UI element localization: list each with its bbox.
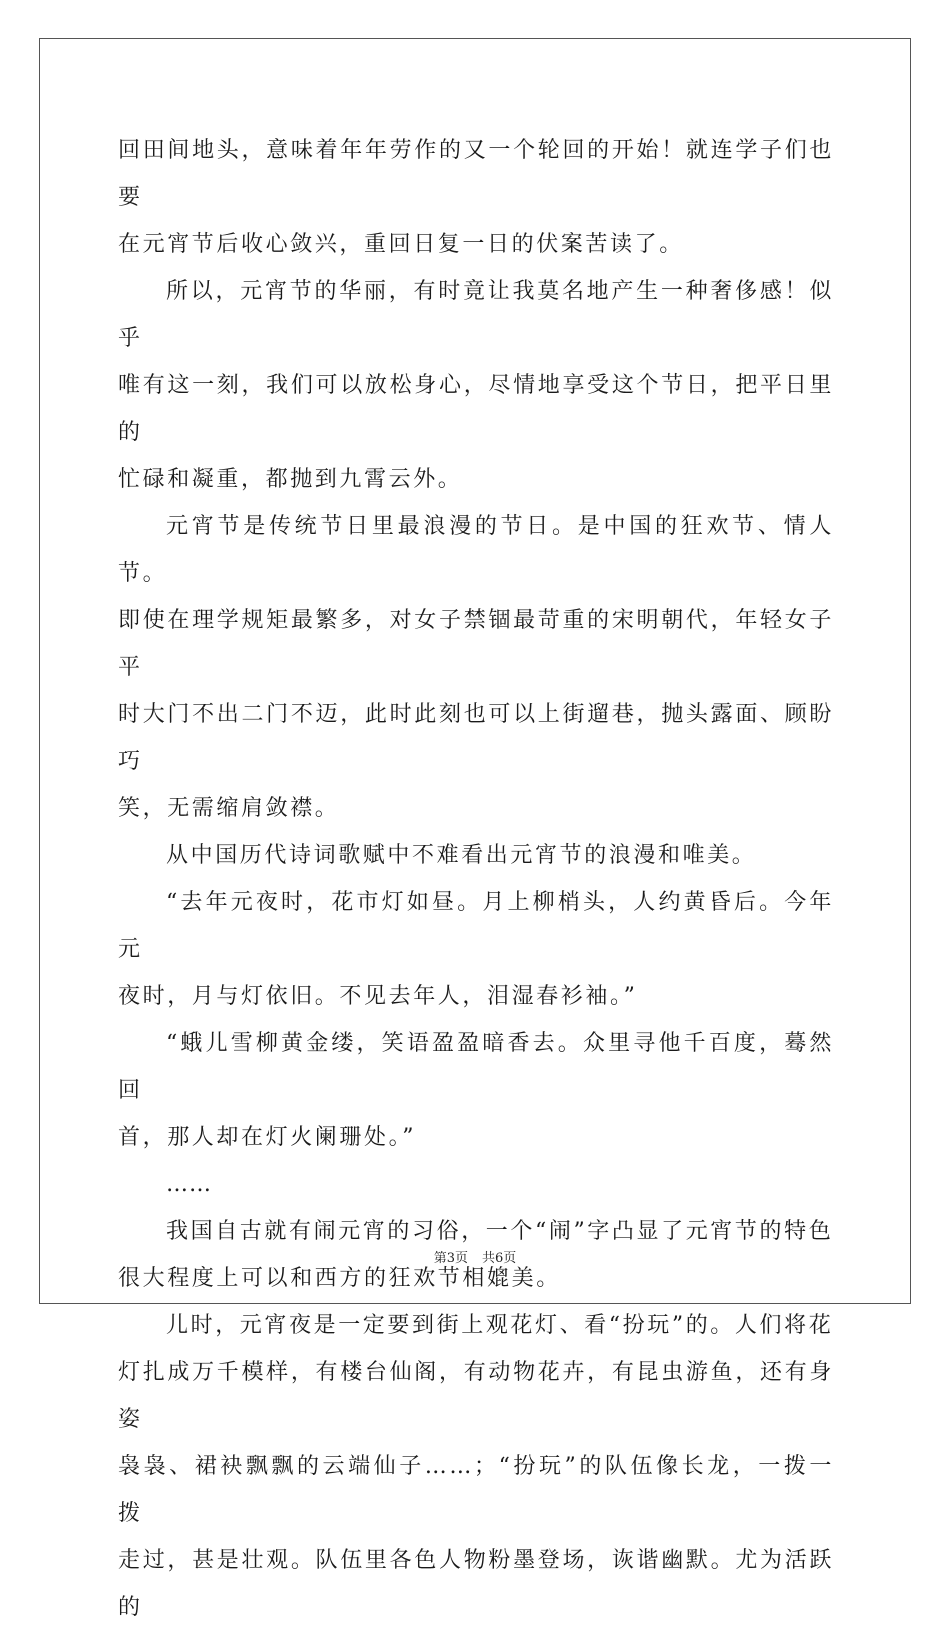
text-line: 我国自古就有闹元宵的习俗，一个“闹”字凸显了元宵节的特色	[166, 1219, 834, 1244]
text-line: 忙碌和凝重，都抛到九霄云外。	[118, 467, 463, 492]
text-line: 回田间地头，意味着年年劳作的又一个轮回的开始！就连学子们也要	[118, 138, 834, 210]
text-line: 很大程度上可以和西方的狂欢节相媲美。	[118, 1266, 561, 1291]
text-line: 元宵节是传统节日里最浪漫的节日。是中国的狂欢节、情人节。	[118, 514, 834, 586]
poem-quote-1	[118, 879, 834, 1020]
text-line: 灯扎成万千模样，有楼台仙阁，有动物花卉，有昆虫游鱼，还有身姿	[118, 1360, 834, 1432]
text-line: 笑，无需缩肩敛襟。	[118, 796, 340, 821]
paragraph-2	[118, 268, 834, 503]
text-line: 即使在理学规矩最繁多，对女子禁锢最苛重的宋明朝代，年轻女子平	[118, 608, 834, 680]
text-line: 儿时，元宵夜是一定要到街上观花灯、看“扮玩”的。人们将花	[166, 1313, 834, 1338]
text-line: 时大门不出二门不迈，此时此刻也可以上街遛巷，抛头露面、顾盼巧	[118, 702, 834, 774]
page-footer	[0, 1247, 950, 1266]
text-line: 在元宵节后收心敛兴，重回日复一日的伏案苦读了。	[118, 232, 684, 257]
paragraph-6	[118, 1302, 834, 1631]
text-line: 走过，甚是壮观。队伍里各色人物粉墨登场，诙谐幽默。尤为活跃的	[118, 1548, 834, 1620]
text-line: 所以，元宵节的华丽，有时竟让我莫名地产生一种奢侈感！似乎	[118, 279, 834, 351]
text-line: 袅袅、裙袂飘飘的云端仙子……；“扮玩”的队伍像长龙，一拨一拨	[118, 1454, 834, 1526]
paragraph-1	[118, 127, 834, 268]
text-line: “去年元夜时，花市灯如昼。月上柳梢头，人约黄昏后。今年元	[118, 890, 834, 962]
document-body	[118, 127, 834, 1631]
text-line: “蛾儿雪柳黄金缕，笑语盈盈暗香去。众里寻他千百度，蓦然回	[118, 1031, 834, 1103]
paragraph-3	[118, 503, 834, 832]
text-line: 首，那人却在灯火阑珊处。”	[118, 1125, 417, 1150]
text-line: 夜时，月与灯依旧。不见去年人，泪湿春衫袖。”	[118, 984, 638, 1009]
poem-quote-2	[118, 1020, 834, 1161]
text-line: 唯有这一刻，我们可以放松身心，尽情地享受这个节日，把平日里的	[118, 373, 834, 445]
paragraph-4	[118, 832, 834, 879]
total-pages: 共6页	[482, 1251, 517, 1266]
page-number: 第3页	[433, 1251, 468, 1266]
ellipsis: ……	[166, 1172, 212, 1197]
text-line: 从中国历代诗词歌赋中不难看出元宵节的浪漫和唯美。	[166, 843, 757, 868]
